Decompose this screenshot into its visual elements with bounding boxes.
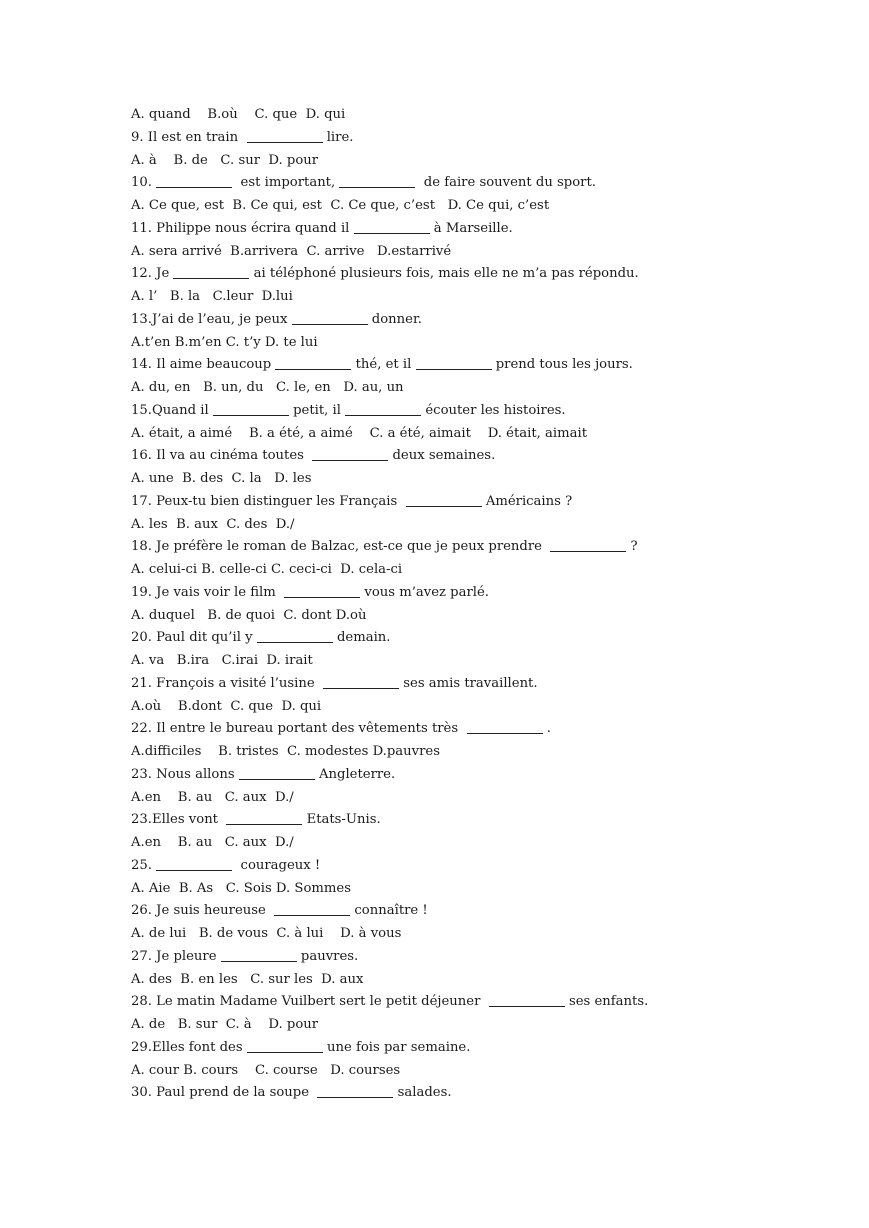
answer-options-line bbox=[131, 1060, 831, 1083]
question-line bbox=[131, 1037, 831, 1060]
answer-blank[interactable] bbox=[339, 173, 415, 188]
line-text: 14. Il aime beaucoup bbox=[131, 357, 276, 373]
answer-blank[interactable] bbox=[467, 719, 543, 734]
line-text: 22. Il entre le bureau portant des vêtements très bbox=[131, 721, 467, 737]
line-text: Américains ? bbox=[481, 493, 573, 509]
answer-options-line bbox=[131, 605, 831, 628]
answer-options-line bbox=[131, 559, 831, 582]
line-text: A.en B. au C. aux D./ bbox=[131, 835, 294, 850]
answer-options-line bbox=[131, 377, 831, 400]
question-line bbox=[131, 673, 831, 696]
line-text: Etats-Unis. bbox=[302, 812, 381, 828]
question-line bbox=[131, 536, 831, 559]
answer-options-line bbox=[131, 150, 831, 173]
line-text: A. les B. aux C. des D./ bbox=[131, 516, 295, 532]
answer-blank[interactable] bbox=[247, 1038, 323, 1053]
question-line bbox=[131, 582, 831, 605]
answer-options-line bbox=[131, 1014, 831, 1037]
line-text: A.où B.dont C. que D. qui bbox=[131, 698, 322, 714]
answer-options-line bbox=[131, 286, 831, 309]
answer-options-line bbox=[131, 468, 831, 491]
line-text: 13.J’ai de l’eau, je peux bbox=[131, 311, 292, 327]
line-text: ses amis travaillent. bbox=[399, 675, 538, 691]
line-text: 18. Je préfère le roman de Balzac, est-ce que je peux prendre bbox=[131, 539, 551, 555]
line-text: 17. Peux-tu bien distinguer les Français bbox=[131, 493, 406, 509]
question-line bbox=[131, 900, 831, 923]
line-text: à Marseille. bbox=[429, 220, 513, 236]
line-text: deux semaines. bbox=[388, 448, 496, 464]
answer-blank[interactable] bbox=[274, 901, 350, 916]
line-text: salades. bbox=[393, 1085, 452, 1101]
line-text: vous m’avez parlé. bbox=[360, 584, 489, 600]
line-text: A. à B. de C. sur D. pour bbox=[131, 152, 319, 168]
answer-blank[interactable] bbox=[489, 992, 565, 1007]
answer-blank[interactable] bbox=[345, 401, 421, 416]
line-text: A. va B.ira C.irai D. irait bbox=[131, 653, 313, 668]
line-text: ? bbox=[626, 539, 638, 555]
line-text: A. sera arrivé B.arrivera C. arrive D.estarrivé bbox=[131, 243, 452, 259]
line-text: 21. François a visité l’usine bbox=[131, 675, 324, 691]
answer-blank[interactable] bbox=[550, 537, 626, 552]
question-line bbox=[131, 1082, 831, 1105]
worksheet-page bbox=[131, 104, 831, 1105]
answer-options-line bbox=[131, 878, 831, 901]
line-text: A. était, a aimé B. a été, a aimé C. a été, aimait D. était, aimait bbox=[131, 425, 588, 441]
question-line bbox=[131, 764, 831, 787]
answer-blank[interactable] bbox=[257, 628, 333, 643]
line-text: lire. bbox=[322, 129, 354, 145]
answer-blank[interactable] bbox=[312, 446, 388, 461]
line-text: A. cour B. cours C. course D. courses bbox=[131, 1062, 401, 1078]
line-text: Angleterre. bbox=[314, 766, 396, 782]
line-text: demain. bbox=[332, 630, 391, 646]
line-text: connaître ! bbox=[350, 903, 428, 919]
answer-blank[interactable] bbox=[173, 264, 249, 279]
line-text: A.en B. au C. aux D./ bbox=[131, 789, 294, 805]
answer-options-line bbox=[131, 104, 831, 127]
answer-options-line bbox=[131, 741, 831, 764]
question-line bbox=[131, 491, 831, 514]
line-text: est important, bbox=[232, 175, 340, 191]
line-text: A. celui-ci B. celle-ci C. ceci-ci D. cela-ci bbox=[131, 562, 403, 577]
answer-options-line bbox=[131, 423, 831, 446]
answer-blank[interactable] bbox=[406, 492, 482, 507]
answer-options-line bbox=[131, 650, 831, 673]
line-text: ai téléphoné plusieurs fois, mais elle ne m’a pas répondu. bbox=[249, 266, 639, 282]
answer-blank[interactable] bbox=[284, 583, 360, 598]
answer-options-line bbox=[131, 787, 831, 810]
answer-options-line bbox=[131, 832, 831, 855]
answer-blank[interactable] bbox=[292, 310, 368, 325]
answer-blank[interactable] bbox=[275, 355, 351, 370]
question-line bbox=[131, 309, 831, 332]
answer-options-line bbox=[131, 241, 831, 264]
line-text: 15.Quand il bbox=[131, 402, 213, 418]
answer-options-line bbox=[131, 696, 831, 719]
question-line bbox=[131, 445, 831, 468]
line-text: ses enfants. bbox=[564, 994, 649, 1010]
answer-options-line bbox=[131, 514, 831, 537]
line-text: A. de B. sur C. à D. pour bbox=[131, 1017, 319, 1032]
line-text: . bbox=[542, 721, 551, 737]
answer-blank[interactable] bbox=[416, 355, 492, 370]
answer-blank[interactable] bbox=[247, 128, 323, 143]
line-text: A. du, en B. un, du C. le, en D. au, un bbox=[131, 380, 404, 395]
question-line bbox=[131, 400, 831, 423]
line-text: 11. Philippe nous écrira quand il bbox=[131, 220, 354, 236]
question-line bbox=[131, 354, 831, 377]
line-text: donner. bbox=[367, 311, 422, 327]
question-line bbox=[131, 627, 831, 650]
line-text: A. une B. des C. la D. les bbox=[131, 471, 312, 486]
line-text: A. Ce que, est B. Ce qui, est C. Ce que, c’est D. Ce qui, c’est bbox=[131, 198, 550, 213]
line-text: 28. Le matin Madame Vuilbert sert le petit déjeuner bbox=[131, 994, 489, 1010]
line-text: A.difficiles B. tristes C. modestes D.pauvres bbox=[131, 744, 440, 759]
line-text: petit, il bbox=[288, 402, 346, 418]
line-text: 16. Il va au cinéma toutes bbox=[131, 448, 313, 464]
line-text: 30. Paul prend de la soupe bbox=[131, 1085, 318, 1101]
line-text: pauvres. bbox=[296, 948, 359, 964]
answer-options-line bbox=[131, 195, 831, 218]
line-text: A. duquel B. de quoi C. dont D.où bbox=[131, 607, 367, 623]
question-line bbox=[131, 946, 831, 969]
question-line bbox=[131, 172, 831, 195]
answer-blank[interactable] bbox=[221, 947, 297, 962]
question-line bbox=[131, 991, 831, 1014]
line-text: 10. bbox=[131, 175, 157, 191]
line-text: 23. Nous allons bbox=[131, 766, 239, 782]
answer-blank[interactable] bbox=[156, 173, 232, 188]
answer-blank[interactable] bbox=[317, 1083, 393, 1098]
line-text: 27. Je pleure bbox=[131, 948, 221, 964]
answer-options-line bbox=[131, 332, 831, 355]
answer-blank[interactable] bbox=[354, 219, 430, 234]
answer-blank[interactable] bbox=[213, 401, 289, 416]
question-line bbox=[131, 809, 831, 832]
question-line bbox=[131, 218, 831, 241]
answer-options-line bbox=[131, 923, 831, 946]
line-text: A. quand B.où C. que D. qui bbox=[131, 107, 346, 122]
answer-options-line bbox=[131, 969, 831, 992]
line-text: 26. Je suis heureuse bbox=[131, 903, 275, 919]
line-text: A. des B. en les C. sur les D. aux bbox=[131, 971, 364, 987]
line-text: écouter les histoires. bbox=[421, 402, 566, 418]
answer-blank[interactable] bbox=[323, 674, 399, 689]
question-line bbox=[131, 263, 831, 286]
line-text: courageux ! bbox=[232, 857, 321, 873]
answer-blank[interactable] bbox=[226, 810, 302, 825]
question-line bbox=[131, 718, 831, 741]
line-text: A. l’ B. la C.leur D.lui bbox=[131, 289, 293, 304]
line-text: 19. Je vais voir le film bbox=[131, 584, 285, 600]
line-text: prend tous les jours. bbox=[491, 357, 633, 373]
line-text: A.t’en B.m’en C. t’y D. te lui bbox=[131, 334, 318, 350]
line-text: thé, et il bbox=[351, 357, 416, 373]
line-text: une fois par semaine. bbox=[322, 1039, 471, 1055]
line-text: A. Aie B. As C. Sois D. Sommes bbox=[131, 880, 351, 896]
line-text: de faire souvent du sport. bbox=[415, 175, 596, 191]
question-line bbox=[131, 127, 831, 150]
answer-blank[interactable] bbox=[239, 765, 315, 780]
line-text: 23.Elles vont bbox=[131, 812, 227, 828]
line-text: 9. Il est en train bbox=[131, 129, 247, 145]
line-text: 29.Elles font des bbox=[131, 1039, 247, 1055]
question-line bbox=[131, 855, 831, 878]
line-text: 25. bbox=[131, 857, 157, 873]
line-text: 20. Paul dit qu’il y bbox=[131, 630, 257, 646]
answer-blank[interactable] bbox=[156, 856, 232, 871]
line-text: A. de lui B. de vous C. à lui D. à vous bbox=[131, 926, 402, 941]
line-text: 12. Je bbox=[131, 266, 174, 282]
